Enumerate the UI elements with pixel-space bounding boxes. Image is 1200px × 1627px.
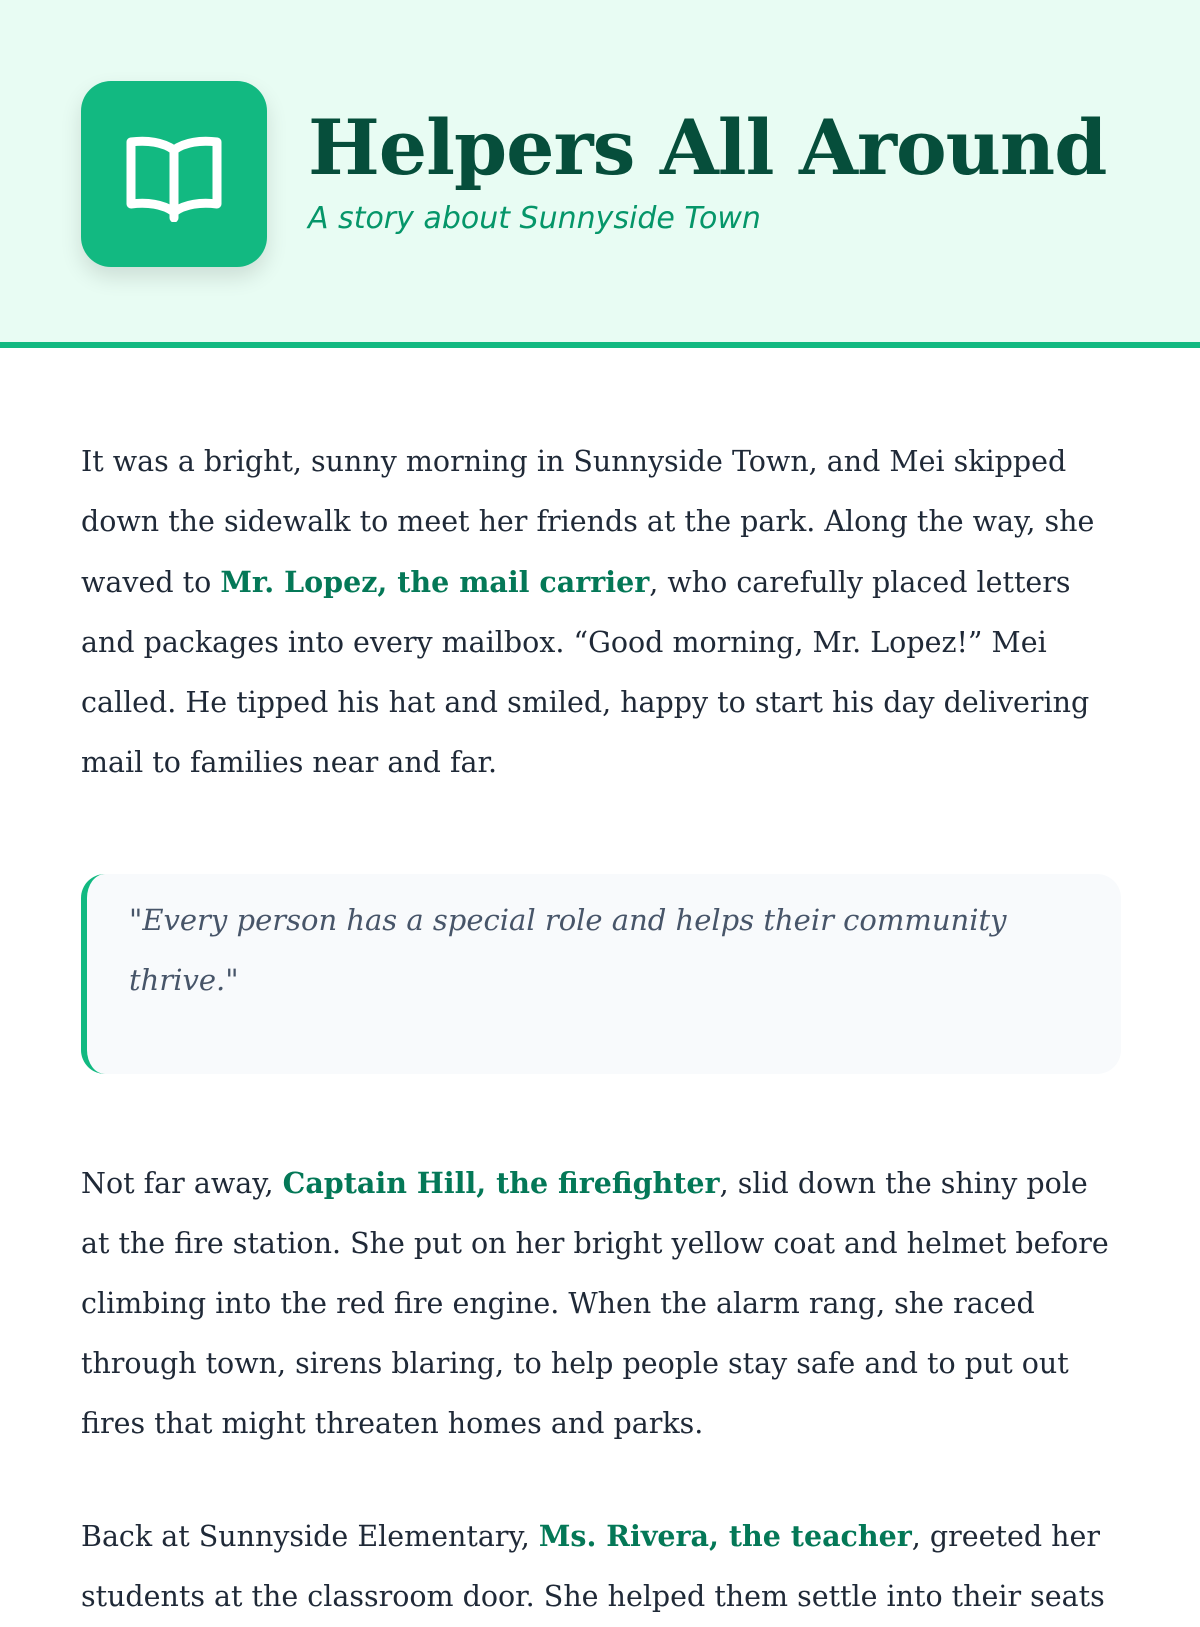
logo-badge <box>81 81 267 267</box>
character-highlight: Ms. Rivera, the teacher <box>538 1519 912 1553</box>
character-highlight: Captain Hill, the firefighter <box>282 1166 720 1200</box>
paragraph-text: Not far away, <box>81 1167 283 1200</box>
paragraph-text: , greeted her students at the classroom door. She helped them settle into their seats <box>81 1520 1105 1613</box>
quote-text: "Every person has a special role and helps their community thrive." <box>129 903 1007 997</box>
open-book-icon <box>123 126 225 222</box>
paragraph-text: , slid down the shiny pole at the fire station. She put on her bright yellow coat and helmet before climbing into the red fire engine. When the alarm rang, she raced through town, sirens blaring, to help people stay safe and to put out fires that might threaten homes and parks. <box>81 1167 1109 1440</box>
paragraph-teacher <box>81 1506 1121 1627</box>
story-subtitle: A story about Sunnyside Town <box>308 201 761 236</box>
paragraph-text: It was a bright, sunny morning in Sunnyside Town, and Mei skipped down the sidewalk to meet her friends at the park. Along the way, she waved to <box>81 445 1095 599</box>
pull-quote <box>81 874 1121 1074</box>
story-paragraph <box>81 1506 1121 1627</box>
paragraph-text: Back at Sunnyside Elementary, <box>81 1520 539 1553</box>
story-header <box>0 0 1200 348</box>
story-paragraph <box>81 1153 1121 1454</box>
story-title: Helpers All Around <box>308 103 1107 192</box>
paragraph-text: , who carefully placed letters and packages into every mailbox. “Good morning, Mr. Lopez!” Mei called. He tipped his hat and smiled, happy to start his day delivering mail to families near and far. <box>81 566 1090 779</box>
paragraph-firefighter <box>81 1153 1121 1454</box>
story-paragraph <box>81 432 1121 793</box>
paragraph-mail-carrier <box>81 432 1121 793</box>
character-highlight: Mr. Lopez, the mail carrier <box>220 565 650 599</box>
